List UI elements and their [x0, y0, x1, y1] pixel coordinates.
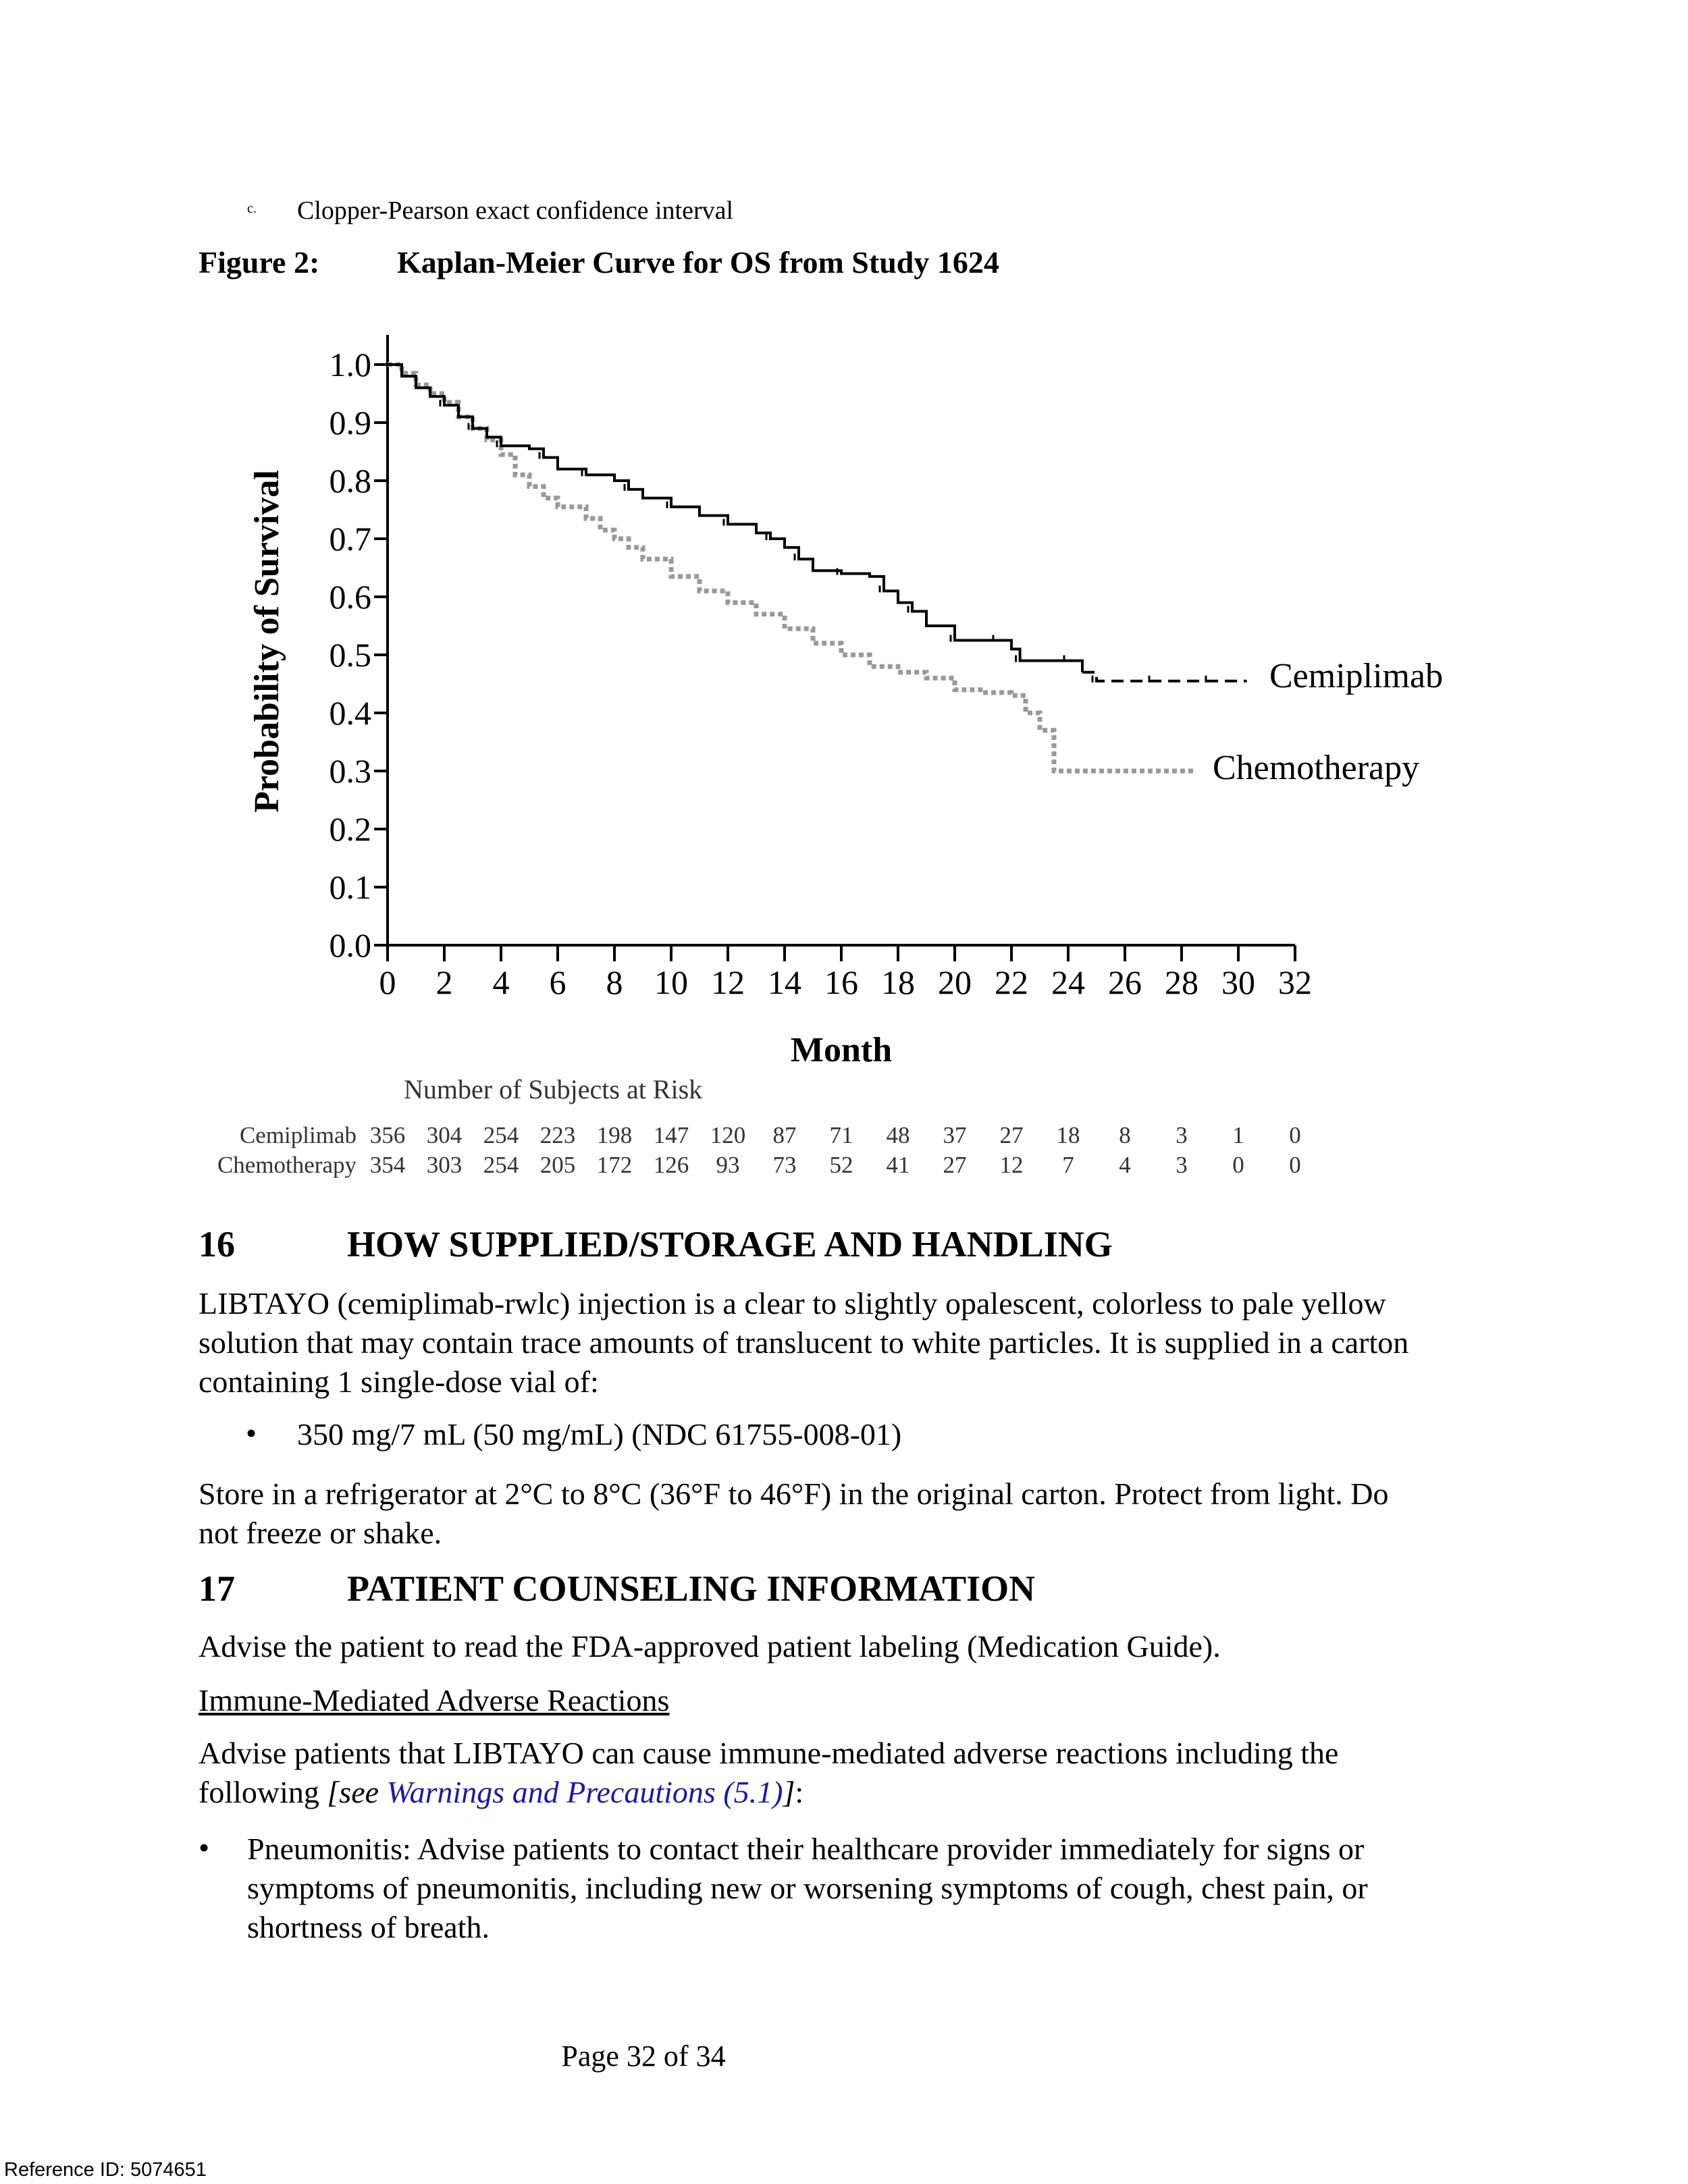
section-16-para-line-1: LIBTAYO (cemiplimab-rwlc) injection is a clear to slightly opalescent, colorless to pale yellow	[199, 1286, 1386, 1321]
para-2-end: :	[795, 1775, 804, 1809]
risk-cell: 73	[772, 1152, 797, 1178]
figure-title: Kaplan-Meier Curve for OS from Study 1624	[397, 245, 999, 279]
risk-cell: 0	[1289, 1122, 1301, 1148]
y-tick-label: 0.5	[329, 636, 371, 674]
risk-cell: 41	[886, 1152, 910, 1178]
x-tick-label: 12	[711, 963, 745, 1001]
risk-cell: 3	[1176, 1122, 1188, 1148]
close-bracket: ]	[783, 1775, 795, 1809]
y-tick-label: 0.2	[329, 810, 371, 848]
x-tick-label: 16	[824, 963, 858, 1001]
section-17-title: PATIENT COUNSELING INFORMATION	[347, 1568, 1036, 1609]
risk-cell: 356	[369, 1122, 406, 1148]
risk-row-label: Cemiplimab	[239, 1122, 357, 1148]
section-17-subheading: Immune-Mediated Adverse Reactions	[199, 1683, 670, 1717]
pneumonitis-line-3: shortness of breath.	[247, 1910, 490, 1944]
y-tick-label: 0.4	[329, 694, 371, 732]
y-tick-label: 0.7	[329, 520, 371, 558]
risk-row-label: Chemotherapy	[217, 1152, 357, 1178]
warnings-precautions-link[interactable]: Warnings and Precautions (5.1)	[386, 1775, 783, 1809]
section-16-bullet: 350 mg/7 mL (50 mg/mL) (NDC 61755-008-01)	[297, 1417, 902, 1451]
legend-chemotherapy: Chemotherapy	[1213, 749, 1420, 787]
risk-cell: 7	[1062, 1152, 1074, 1178]
risk-cell: 3	[1176, 1152, 1188, 1178]
x-tick-label: 10	[654, 963, 688, 1001]
x-tick-label: 22	[995, 963, 1028, 1001]
risk-cell: 205	[539, 1152, 576, 1178]
risk-cell: 120	[710, 1122, 746, 1148]
y-tick-label: 0.1	[329, 868, 371, 906]
risk-cell: 147	[653, 1122, 689, 1148]
section-16-storage-line-2: not freeze or shake.	[199, 1516, 442, 1550]
risk-cell: 8	[1119, 1122, 1131, 1148]
risk-cell: 87	[772, 1122, 797, 1148]
risk-cell: 126	[653, 1152, 689, 1178]
reference-id: Reference ID: 5074651	[4, 2159, 207, 2181]
y-tick-label: 0.3	[329, 752, 371, 790]
x-tick-label: 20	[938, 963, 972, 1001]
risk-cell: 198	[596, 1122, 633, 1148]
risk-cell: 1	[1232, 1122, 1244, 1148]
x-tick-label: 30	[1221, 963, 1255, 1001]
section-16-para-line-3: containing 1 single-dose vial of:	[199, 1364, 599, 1399]
x-tick-label: 26	[1108, 963, 1142, 1001]
y-tick-label: 0.9	[329, 404, 371, 442]
risk-cell: 0	[1232, 1152, 1244, 1178]
risk-cell: 18	[1056, 1122, 1080, 1148]
pneumonitis-line-1: Pneumonitis: Advise patients to contact their healthcare provider immediately for signs or	[247, 1832, 1365, 1866]
cemiplimab-curve	[388, 365, 1082, 672]
pneumonitis-line-2: symptoms of pneumonitis, including new or worsening symptoms of cough, chest pain, or	[247, 1871, 1368, 1905]
chemotherapy-curve	[388, 365, 1196, 771]
risk-cell: 304	[426, 1122, 463, 1148]
y-tick-label: 0.0	[329, 926, 371, 964]
risk-cell: 254	[483, 1152, 519, 1178]
x-axis-label: Month	[790, 1031, 893, 1069]
x-tick-label: 6	[549, 963, 566, 1001]
bullet-icon: •	[246, 1416, 257, 1450]
risk-cell: 172	[596, 1152, 633, 1178]
x-tick-label: 0	[379, 963, 396, 1001]
x-tick-label: 28	[1165, 963, 1198, 1001]
bullet-icon: •	[199, 1830, 210, 1865]
page-number: Page 32 of 34	[561, 2040, 726, 2073]
x-tick-label: 24	[1051, 963, 1085, 1001]
risk-cell: 48	[886, 1122, 910, 1148]
cemiplimab-curve-tail	[1082, 672, 1247, 681]
section-16-number: 16	[199, 1224, 235, 1264]
risk-cell: 254	[483, 1122, 519, 1148]
legend-cemiplimab: Cemiplimab	[1269, 657, 1444, 695]
para-2-prefix: following	[199, 1775, 327, 1809]
x-tick-label: 32	[1278, 963, 1312, 1001]
x-tick-label: 18	[881, 963, 915, 1001]
risk-cell: 303	[426, 1152, 463, 1178]
risk-cell: 0	[1289, 1152, 1301, 1178]
x-tick-label: 8	[606, 963, 623, 1001]
risk-cell: 27	[999, 1122, 1024, 1148]
risk-cell: 354	[369, 1152, 406, 1178]
see-text: [see	[327, 1775, 387, 1809]
y-axis-label: Probability of Survival	[248, 470, 286, 813]
risk-cell: 37	[943, 1122, 967, 1148]
footnote-text: Clopper-Pearson exact confidence interval	[297, 196, 734, 225]
section-17-number: 17	[199, 1568, 235, 1609]
risk-cell: 223	[539, 1122, 576, 1148]
section-16-storage-line-1: Store in a refrigerator at 2°C to 8°C (36°F to 46°F) in the original carton. Protect from light. Do	[199, 1476, 1389, 1511]
risk-cell: 93	[716, 1152, 740, 1178]
x-tick-label: 2	[436, 963, 453, 1001]
y-tick-label: 0.6	[329, 578, 371, 616]
risk-cell: 4	[1119, 1152, 1131, 1178]
x-tick-label: 14	[768, 963, 801, 1001]
risk-cell: 52	[829, 1152, 853, 1178]
y-tick-label: 1.0	[329, 346, 371, 383]
section-17-para-2-line-2	[199, 1773, 803, 1812]
x-tick-label: 4	[492, 963, 510, 1001]
section-16-title: HOW SUPPLIED/STORAGE AND HANDLING	[347, 1224, 1113, 1264]
footnote-marker: c.	[247, 201, 257, 216]
section-17-para-1: Advise the patient to read the FDA-approved patient labeling (Medication Guide).	[199, 1629, 1221, 1663]
risk-cell: 27	[943, 1152, 967, 1178]
risk-cell: 71	[829, 1122, 853, 1148]
y-tick-label: 0.8	[329, 462, 371, 500]
figure-number: Figure 2:	[199, 245, 320, 279]
section-17-para-2-line-1: Advise patients that LIBTAYO can cause immune-mediated adverse reactions including the	[199, 1736, 1339, 1770]
section-16-para-line-2: solution that may contain trace amounts of translucent to white particles. It is supplied in a carton	[199, 1325, 1409, 1360]
risk-table-title: Number of Subjects at Risk	[404, 1074, 703, 1104]
risk-cell: 12	[999, 1152, 1024, 1178]
